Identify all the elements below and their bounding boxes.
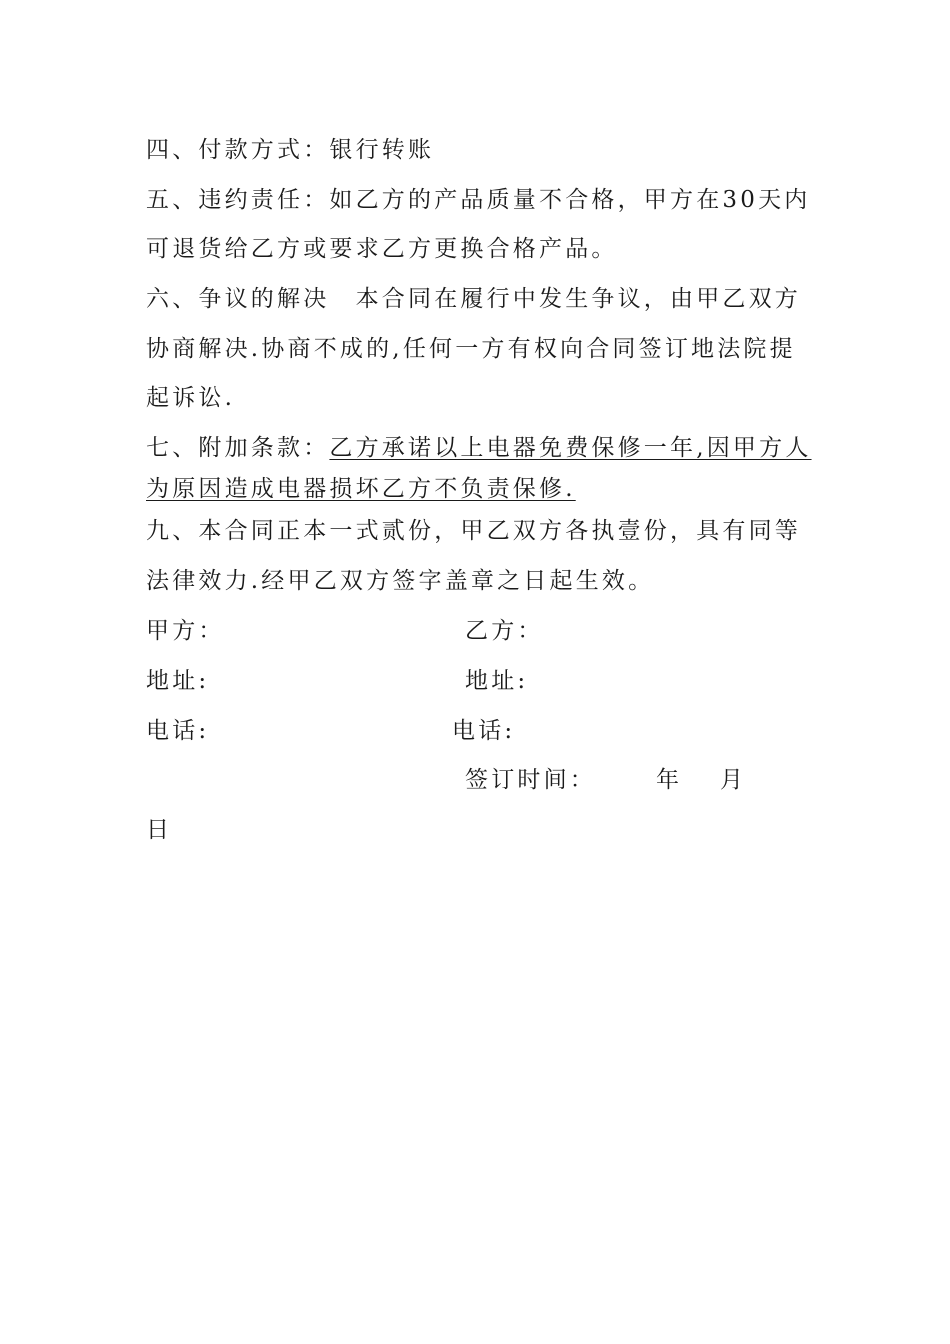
- clause-additional-line-2: [146, 474, 576, 504]
- clause-breach-line-2: 可退货给乙方或要求乙方更换合格产品。: [146, 236, 618, 262]
- clause-dispute-line-3: 起诉讼.: [146, 385, 236, 411]
- clause-additional-prefix: 七、附加条款：: [146, 435, 330, 461]
- clause-additional-underlined-1: 乙方承诺以上电器免费保修一年,因甲方人: [329, 435, 812, 461]
- sign-date-label: 签订时间：: [465, 767, 596, 793]
- clause-dispute-line-1: 六、争议的解决 本合同在履行中发生争议，由甲乙双方: [146, 286, 801, 312]
- phone-a-label: 电话:: [146, 718, 210, 744]
- clause-copies-line-1: 九、本合同正本一式贰份，甲乙双方各执壹份，具有同等: [146, 518, 801, 544]
- party-a-label: 甲方：: [146, 618, 225, 644]
- clause-additional-line-1: [146, 433, 812, 463]
- sign-year-label: 年: [656, 767, 683, 793]
- clause-dispute-line-2: 协商解决.协商不成的,任何一方有权向合同签订地法院提: [146, 336, 796, 362]
- clause-copies-line-2: 法律效力.经甲乙双方签字盖章之日起生效。: [146, 568, 655, 594]
- phone-b-label: 电话:: [452, 718, 516, 744]
- clause-additional-underlined-2: 为原因造成电器损坏乙方不负责保修.: [146, 476, 576, 502]
- party-b-label: 乙方：: [465, 618, 544, 644]
- sign-month-label: 月: [720, 767, 747, 793]
- address-b-label: 地址:: [465, 668, 529, 694]
- address-a-label: 地址:: [146, 668, 210, 694]
- sign-day-label: 日: [146, 817, 173, 843]
- clause-breach-line-1: 五、违约责任：如乙方的产品质量不合格，甲方在30天内: [146, 187, 811, 213]
- clause-payment-method: 四、付款方式：银行转账: [146, 137, 435, 163]
